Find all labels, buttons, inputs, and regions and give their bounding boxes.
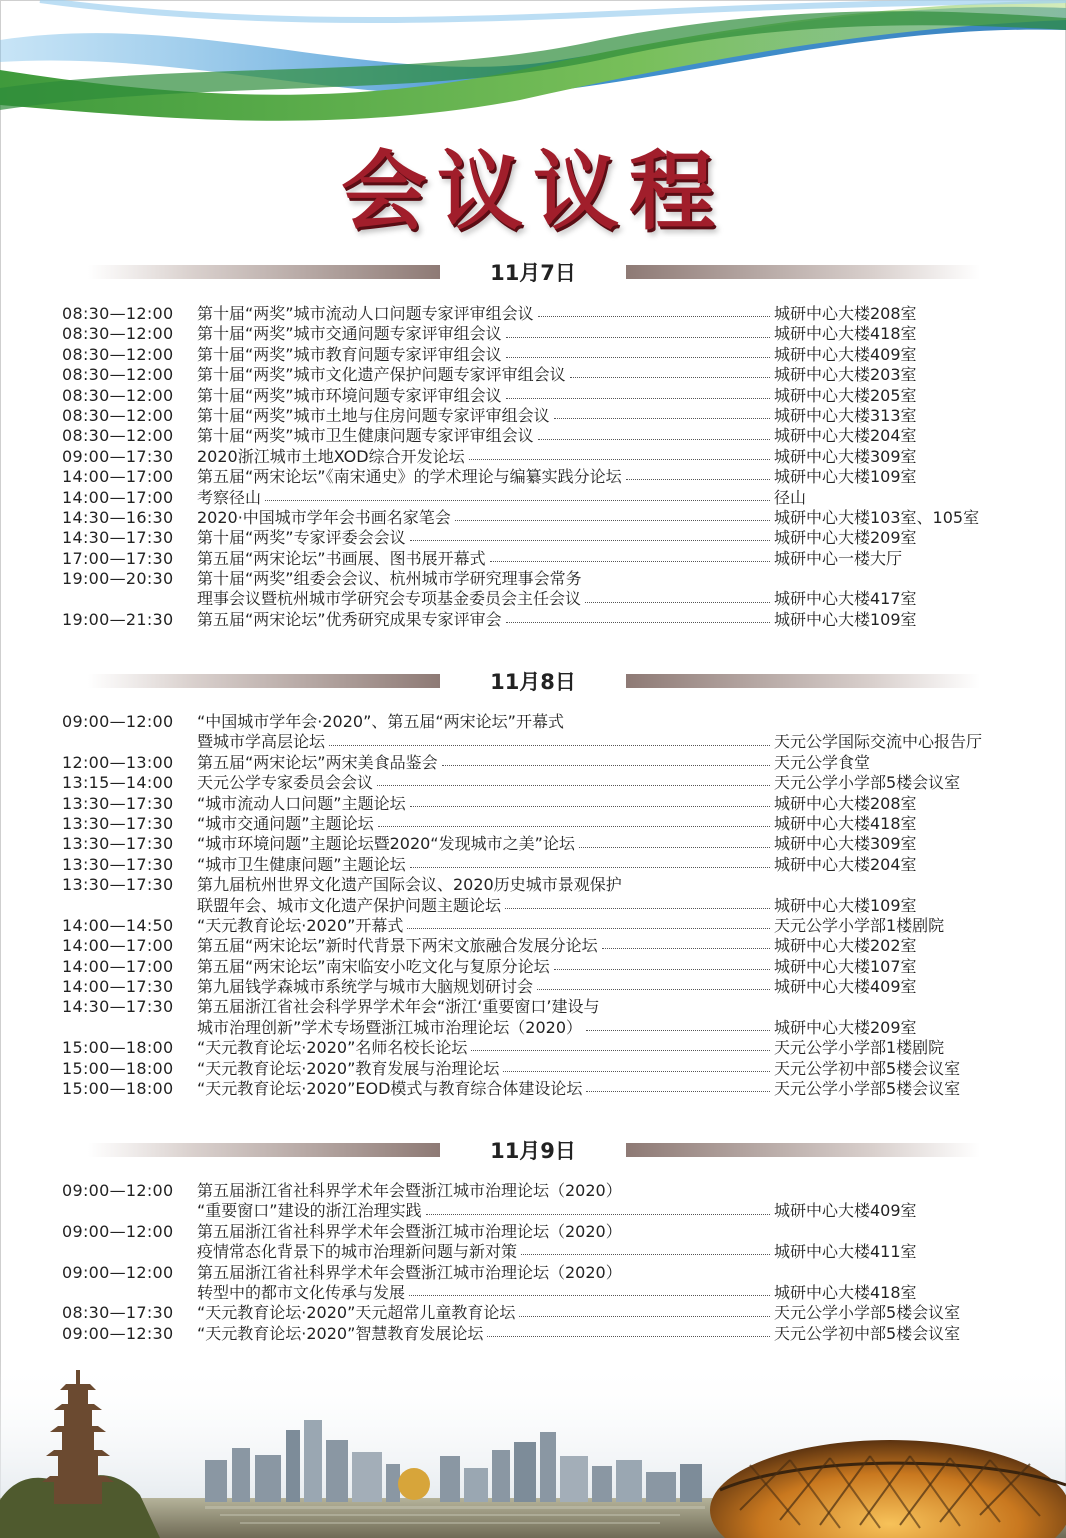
agenda-event: 疫情常态化背景下的城市治理新问题与新对策 <box>197 1242 518 1262</box>
agenda-row <box>60 1079 1020 1099</box>
agenda-event: “天元教育论坛·2020”智慧教育发展论坛 <box>197 1323 484 1343</box>
agenda-time: 12:00—13:00 <box>62 752 174 772</box>
day-label: 11月7日 <box>490 261 576 285</box>
agenda-event: “城市流动人口问题”主题论坛 <box>197 793 406 813</box>
agenda-event-cell <box>197 467 770 487</box>
dotted-leader <box>537 988 770 990</box>
agenda-venue: 城研中心大楼109室 <box>774 609 917 629</box>
agenda-time: 08:30—17:30 <box>62 1303 174 1323</box>
agenda-event: 转型中的都市文化传承与发展 <box>197 1282 406 1302</box>
agenda-venue: 径山 <box>774 487 807 507</box>
agenda-row <box>60 488 1020 508</box>
day-header <box>0 667 1066 697</box>
agenda-venue: 城研中心大楼109室 <box>774 467 917 487</box>
agenda-event: 城市治理创新”学术专场暨浙江城市治理论坛（2020） <box>197 1017 583 1037</box>
agenda-row <box>60 365 1020 385</box>
agenda-time: 14:30—17:30 <box>62 528 174 548</box>
agenda-event-cell <box>197 753 770 773</box>
agenda-time: 13:30—17:30 <box>62 813 174 833</box>
agenda-venue: 天元公学小学部5楼会议室 <box>774 1079 961 1099</box>
agenda-time: 09:00—12:00 <box>62 1262 174 1282</box>
dotted-leader <box>554 968 770 970</box>
agenda-venue: 天元公学小学部1楼剧院 <box>774 1038 945 1058</box>
agenda-event-cell <box>197 1201 770 1221</box>
agenda-venue: 天元公学小学部1楼剧院 <box>774 915 945 935</box>
agenda-event-cell <box>197 365 770 385</box>
agenda-time: 08:30—12:00 <box>62 405 174 425</box>
agenda-event-cell <box>197 589 770 609</box>
agenda-event-cell <box>197 977 770 997</box>
agenda-row <box>60 936 1020 956</box>
agenda-event: 第五届“两宋论坛”南宋临安小吃文化与复原分论坛 <box>197 956 550 976</box>
agenda-time: 17:00—17:30 <box>62 548 174 568</box>
agenda-venue: 城研中心大楼409室 <box>774 977 917 997</box>
dotted-leader <box>410 866 770 868</box>
agenda-time: 08:30—12:00 <box>62 426 174 446</box>
dotted-leader <box>265 499 770 501</box>
dotted-leader <box>554 417 770 419</box>
agenda-event: 第五届“两宋论坛”优秀研究成果专家评审会 <box>197 609 502 629</box>
agenda-event-cell <box>197 773 770 793</box>
agenda-time: 15:00—18:00 <box>62 1079 174 1099</box>
dotted-leader <box>490 560 770 562</box>
agenda-event-cell <box>197 712 770 732</box>
agenda-event: 第十届“两奖”城市流动人口问题专家评审组会议 <box>197 304 534 323</box>
agenda-time: 09:00—17:30 <box>62 446 174 466</box>
agenda-time: 14:30—16:30 <box>62 507 174 527</box>
agenda-row <box>60 753 1020 773</box>
agenda-venue: 城研中心大楼209室 <box>774 1017 917 1037</box>
agenda-event: 第五届“两宋论坛”《南宋通史》的学术理论与编纂实践分论坛 <box>197 467 622 487</box>
dotted-leader <box>506 356 770 358</box>
agenda-row <box>60 875 1020 895</box>
agenda-event: 第十届“两奖”城市教育问题专家评审组会议 <box>197 344 502 364</box>
agenda-time: 15:00—18:00 <box>62 1058 174 1078</box>
agenda-event: 考察径山 <box>197 487 262 507</box>
agenda-event: 联盟年会、城市文化遗产保护问题主题论坛 <box>197 895 502 915</box>
dotted-leader <box>407 927 770 929</box>
agenda-event: 第十届“两奖”城市环境问题专家评审组会议 <box>197 385 502 405</box>
agenda-row <box>60 386 1020 406</box>
agenda-venue: 城研中心大楼204室 <box>774 854 917 874</box>
agenda-time: 08:30—12:00 <box>62 344 174 364</box>
agenda-time: 08:30—12:00 <box>62 304 174 323</box>
agenda-event: 第十届“两奖”城市文化遗产保护问题专家评审组会议 <box>197 365 566 385</box>
dotted-leader <box>570 376 770 378</box>
day-label: 11月8日 <box>490 670 576 694</box>
agenda-event-cell <box>197 1079 770 1099</box>
agenda-venue: 城研中心大楼309室 <box>774 446 917 466</box>
agenda-venue: 城研中心大楼208室 <box>774 793 917 813</box>
agenda-event-cell <box>197 1242 770 1262</box>
agenda-venue: 城研中心大楼409室 <box>774 344 917 364</box>
agenda-event: 第十届“两奖”组委会会议、杭州城市学研究理事会常务 <box>197 569 582 589</box>
dotted-leader <box>579 846 770 848</box>
header-bar-right <box>626 674 980 688</box>
agenda-event: 第十届“两奖”专家评委会会议 <box>197 528 406 548</box>
agenda-event: 第九届钱学森城市系统学与城市大脑规划研讨会 <box>197 977 534 997</box>
dotted-leader <box>521 1253 770 1255</box>
agenda-event: 2020·中国城市学年会书画名家笔会 <box>197 507 451 527</box>
agenda-venue: 城研中心大楼204室 <box>774 426 917 446</box>
dotted-leader <box>455 519 770 521</box>
agenda-row <box>60 977 1020 997</box>
agenda-event: “天元教育论坛·2020”天元超常儿童教育论坛 <box>197 1303 516 1323</box>
agenda-venue: 城研中心大楼208室 <box>774 304 917 323</box>
dotted-leader <box>329 744 770 746</box>
agenda-event-cell <box>197 447 770 467</box>
agenda-venue: 城研中心大楼107室 <box>774 956 917 976</box>
agenda-venue: 城研中心大楼409室 <box>774 1201 917 1221</box>
agenda-time: 09:00—12:30 <box>62 1323 174 1343</box>
agenda-event-cell <box>197 386 770 406</box>
agenda-event: 第五届“两宋论坛”新时代背景下两宋文旅融合发展分论坛 <box>197 936 598 956</box>
dotted-leader <box>410 805 770 807</box>
dotted-leader <box>586 1090 770 1092</box>
agenda-event: “天元教育论坛·2020”开幕式 <box>197 915 404 935</box>
agenda-event-cell <box>197 732 770 752</box>
agenda-event: 天元公学专家委员会会议 <box>197 773 374 793</box>
agenda-row <box>60 794 1020 814</box>
wave-ribbon-icon <box>0 0 1066 130</box>
agenda-row <box>60 1283 1020 1303</box>
dotted-leader <box>506 336 770 338</box>
agenda-event-cell <box>197 916 770 936</box>
dotted-leader <box>377 784 770 786</box>
header-bar-right <box>626 265 980 279</box>
agenda-event-cell <box>197 1038 770 1058</box>
agenda-row <box>60 406 1020 426</box>
agenda-event-cell <box>197 896 770 916</box>
agenda-row <box>60 324 1020 344</box>
agenda-event-cell <box>197 1059 770 1079</box>
agenda-row <box>60 1201 1020 1221</box>
agenda-row <box>60 1059 1020 1079</box>
agenda-event: “重要窗口”建设的浙江治理实践 <box>197 1201 422 1221</box>
agenda-venue: 城研中心大楼209室 <box>774 528 917 548</box>
agenda-row <box>60 1303 1020 1323</box>
page-title: 会议议程 <box>341 141 725 242</box>
agenda-event-cell <box>197 1303 770 1323</box>
agenda-event-cell <box>197 1283 770 1303</box>
agenda-venue: 城研中心大楼203室 <box>774 365 917 385</box>
agenda-time: 14:00—14:50 <box>62 915 174 935</box>
agenda-row <box>60 569 1020 589</box>
agenda-event-cell <box>197 1222 770 1242</box>
agenda-event: “中国城市学年会·2020”、第五届“两宋论坛”开幕式 <box>197 712 564 731</box>
agenda-list <box>60 304 1020 630</box>
agenda-venue: 天元公学食堂 <box>774 752 871 772</box>
agenda-row <box>60 467 1020 487</box>
agenda-venue: 天元公学初中部5楼会议室 <box>774 1058 961 1078</box>
agenda-list <box>60 712 1020 1099</box>
agenda-row <box>60 814 1020 834</box>
agenda-venue: 城研中心大楼418室 <box>774 1282 917 1302</box>
agenda-event-cell <box>197 406 770 426</box>
agenda-event-cell <box>197 1181 770 1201</box>
dotted-leader <box>626 478 770 480</box>
dotted-leader <box>442 764 770 766</box>
agenda-venue: 天元公学初中部5楼会议室 <box>774 1323 961 1343</box>
agenda-venue: 天元公学小学部5楼会议室 <box>774 1303 961 1323</box>
agenda-event-cell <box>197 957 770 977</box>
agenda-row <box>60 447 1020 467</box>
dotted-leader <box>506 397 770 399</box>
agenda-event-cell <box>197 1263 770 1283</box>
agenda-event: “天元教育论坛·2020”教育发展与治理论坛 <box>197 1058 500 1078</box>
dotted-leader <box>586 1029 770 1031</box>
agenda-time: 14:00—17:00 <box>62 936 174 956</box>
agenda-row <box>60 1222 1020 1242</box>
day-label: 11月9日 <box>490 1139 576 1163</box>
agenda-venue: 城研中心大楼109室 <box>774 895 917 915</box>
agenda-time: 14:00—17:00 <box>62 956 174 976</box>
agenda-row <box>60 426 1020 446</box>
header-bar-left <box>88 265 440 279</box>
agenda-event-cell <box>197 610 770 630</box>
agenda-time: 13:15—14:00 <box>62 773 174 793</box>
agenda-venue: 城研中心大楼411室 <box>774 1242 917 1262</box>
agenda-time: 08:30—12:00 <box>62 324 174 344</box>
agenda-event: 第十届“两奖”城市卫生健康问题专家评审组会议 <box>197 426 534 446</box>
agenda-row <box>60 589 1020 609</box>
dotted-leader <box>538 438 770 440</box>
dotted-leader <box>506 621 770 623</box>
agenda-event-cell <box>197 855 770 875</box>
agenda-event-cell <box>197 569 770 589</box>
dotted-leader <box>469 458 770 460</box>
agenda-time: 19:00—20:30 <box>62 569 174 589</box>
agenda-row <box>60 549 1020 569</box>
day-header <box>0 1136 1066 1166</box>
agenda-time: 14:30—17:30 <box>62 997 174 1017</box>
agenda-row <box>60 1324 1020 1344</box>
agenda-event: “城市卫生健康问题”主题论坛 <box>197 854 406 874</box>
agenda-time: 09:00—12:00 <box>62 1221 174 1241</box>
agenda-row <box>60 773 1020 793</box>
agenda-event: “天元教育论坛·2020”EOD模式与教育综合体建设论坛 <box>197 1079 583 1099</box>
agenda-venue: 天元公学国际交流中心报告厅 <box>774 732 983 752</box>
agenda-event: 第十届“两奖”城市交通问题专家评审组会议 <box>197 324 502 344</box>
agenda-time: 14:00—17:00 <box>62 467 174 487</box>
agenda-event-cell <box>197 936 770 956</box>
agenda-venue: 城研中心大楼417室 <box>774 589 917 609</box>
dotted-leader <box>409 1294 770 1296</box>
agenda-row <box>60 732 1020 752</box>
agenda-event: 第九届杭州世界文化遗产国际会议、2020历史城市景观保护 <box>197 875 622 895</box>
agenda-event-cell <box>197 528 770 548</box>
city-skyline-icon <box>0 1360 1066 1538</box>
agenda-event: “城市环境问题”主题论坛暨2020“发现城市之美”论坛 <box>197 834 575 854</box>
agenda-time: 08:30—12:00 <box>62 385 174 405</box>
agenda-time: 13:30—17:30 <box>62 793 174 813</box>
agenda-row <box>60 712 1020 732</box>
agenda-event-cell <box>197 997 770 1017</box>
agenda-time: 19:00—21:30 <box>62 609 174 629</box>
agenda-row <box>60 1018 1020 1038</box>
agenda-venue: 城研中心大楼418室 <box>774 324 917 344</box>
agenda-time: 13:30—17:30 <box>62 854 174 874</box>
dotted-leader <box>471 1049 770 1051</box>
agenda-venue: 城研中心大楼103室、105室 <box>774 507 980 527</box>
agenda-event: 理事会议暨杭州城市学研究会专项基金委员会主任会议 <box>197 589 582 609</box>
dotted-leader <box>585 601 770 603</box>
agenda-row <box>60 508 1020 528</box>
agenda-list <box>60 1181 1020 1344</box>
agenda-event: 2020浙江城市土地XOD综合开发论坛 <box>197 446 465 466</box>
agenda-event-cell <box>197 875 770 895</box>
header-bar-right <box>626 1143 980 1157</box>
agenda-time: 09:00—12:00 <box>62 1181 174 1200</box>
agenda-event: 第五届“两宋论坛”书画展、图书展开幕式 <box>197 548 486 568</box>
agenda-event-cell <box>197 324 770 344</box>
agenda-venue: 城研中心一楼大厅 <box>774 548 903 568</box>
dotted-leader <box>378 825 770 827</box>
agenda-time: 13:30—17:30 <box>62 875 174 895</box>
agenda-event-cell <box>197 488 770 508</box>
agenda-row <box>60 997 1020 1017</box>
agenda-row <box>60 1181 1020 1201</box>
agenda-row <box>60 855 1020 875</box>
agenda-venue: 城研中心大楼202室 <box>774 936 917 956</box>
dotted-leader <box>519 1315 770 1317</box>
agenda-venue: 天元公学小学部5楼会议室 <box>774 773 961 793</box>
agenda-time: 09:00—12:00 <box>62 712 174 731</box>
dotted-leader <box>410 539 770 541</box>
agenda-venue: 城研中心大楼309室 <box>774 834 917 854</box>
agenda-event-cell <box>197 549 770 569</box>
header-bar-left <box>88 1143 440 1157</box>
agenda-event: 第五届浙江省社科界学术年会暨浙江城市治理论坛（2020） <box>197 1181 622 1200</box>
agenda-event-cell <box>197 345 770 365</box>
agenda-time: 15:00—18:00 <box>62 1038 174 1058</box>
agenda-time: 14:00—17:00 <box>62 487 174 507</box>
dotted-leader <box>602 947 770 949</box>
agenda-venue: 城研中心大楼313室 <box>774 405 917 425</box>
agenda-time: 14:00—17:30 <box>62 977 174 997</box>
dotted-leader <box>505 907 770 909</box>
agenda-event: 第五届浙江省社科界学术年会暨浙江城市治理论坛（2020） <box>197 1221 622 1241</box>
agenda-time: 13:30—17:30 <box>62 834 174 854</box>
header-bar-left <box>88 674 440 688</box>
dotted-leader <box>538 315 770 317</box>
dotted-leader <box>503 1070 770 1072</box>
agenda-row <box>60 345 1020 365</box>
agenda-venue: 城研中心大楼418室 <box>774 813 917 833</box>
dotted-leader <box>426 1213 770 1215</box>
agenda-row <box>60 916 1020 936</box>
agenda-time: 08:30—12:00 <box>62 365 174 385</box>
agenda-row <box>60 1263 1020 1283</box>
day-header <box>0 258 1066 288</box>
agenda-event: 第十届“两奖”城市土地与住房问题专家评审组会议 <box>197 405 550 425</box>
agenda-row <box>60 1038 1020 1058</box>
agenda-row <box>60 528 1020 548</box>
agenda-event: “天元教育论坛·2020”名师名校长论坛 <box>197 1038 468 1058</box>
agenda-event-cell <box>197 508 770 528</box>
agenda-event-cell <box>197 814 770 834</box>
agenda-event: 第五届浙江省社会科学界学术年会“浙江‘重要窗口’建设与 <box>197 997 600 1017</box>
agenda-event-cell <box>197 1324 770 1344</box>
agenda-row <box>60 896 1020 916</box>
agenda-row <box>60 1242 1020 1262</box>
agenda-event-cell <box>197 1018 770 1038</box>
agenda-event: 第五届浙江省社科界学术年会暨浙江城市治理论坛（2020） <box>197 1262 622 1282</box>
agenda-row <box>60 610 1020 630</box>
agenda-event: 暨城市学高层论坛 <box>197 732 326 752</box>
agenda-venue: 城研中心大楼205室 <box>774 385 917 405</box>
agenda-row <box>60 834 1020 854</box>
agenda-event-cell <box>197 304 770 324</box>
dotted-leader <box>487 1335 770 1337</box>
agenda-event-cell <box>197 834 770 854</box>
agenda-event: 第五届“两宋论坛”两宋美食品鉴会 <box>197 752 438 772</box>
agenda-event-cell <box>197 426 770 446</box>
agenda-event: “城市交通问题”主题论坛 <box>197 813 374 833</box>
agenda-row <box>60 304 1020 324</box>
agenda-event-cell <box>197 794 770 814</box>
agenda-row <box>60 957 1020 977</box>
